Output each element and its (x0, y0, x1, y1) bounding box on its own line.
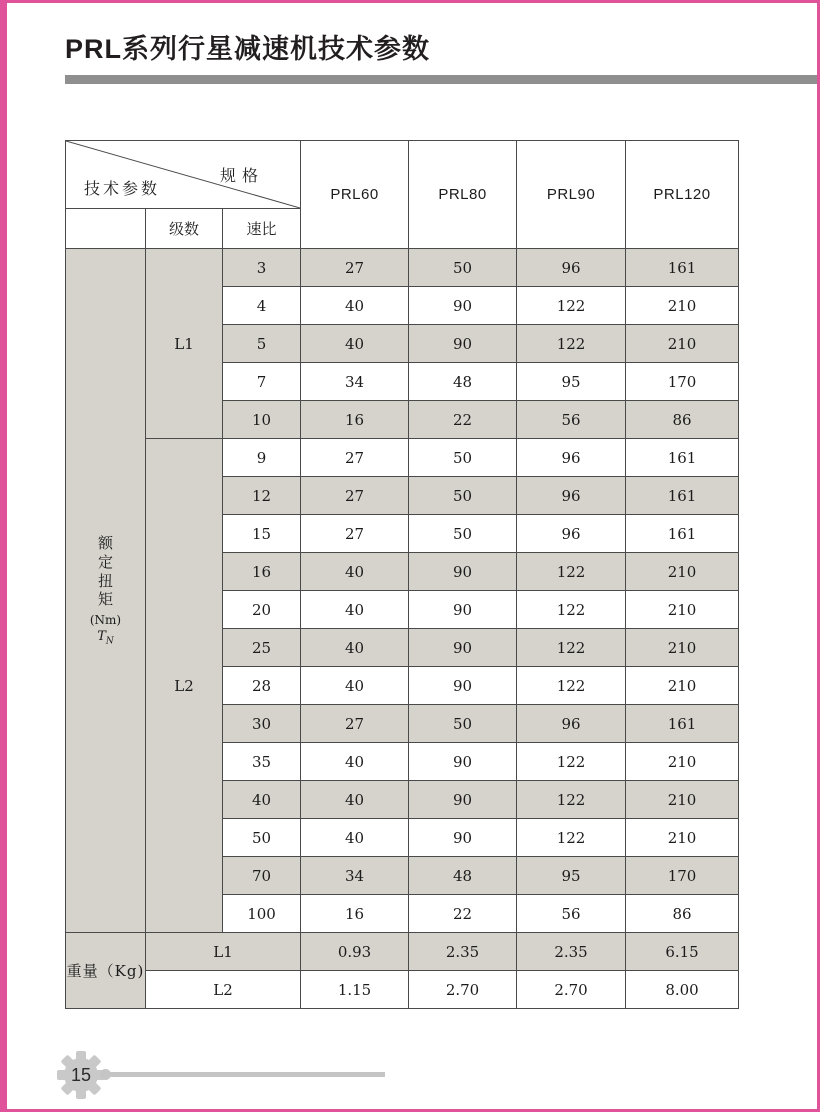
value-cell: 96 (517, 515, 626, 553)
value-cell: 50 (409, 515, 517, 553)
value-cell: 210 (626, 553, 739, 591)
diagonal-header-cell (66, 141, 301, 209)
stages-header: 级数 (146, 209, 223, 249)
value-cell: 16 (301, 895, 409, 933)
value-cell: 56 (517, 895, 626, 933)
ratio-cell: 10 (223, 401, 301, 439)
ratio-cell: 100 (223, 895, 301, 933)
torque-label: 额定扭矩 (97, 534, 113, 609)
value-cell: 40 (301, 667, 409, 705)
value-cell: 50 (409, 439, 517, 477)
value-cell: 90 (409, 819, 517, 857)
value-cell: 210 (626, 287, 739, 325)
ratio-cell: 9 (223, 439, 301, 477)
value-cell: 96 (517, 439, 626, 477)
value-cell: 2.70 (409, 971, 517, 1009)
value-cell: 210 (626, 325, 739, 363)
value-cell: 40 (301, 629, 409, 667)
value-cell: 34 (301, 363, 409, 401)
value-cell: 210 (626, 667, 739, 705)
column-header-prl120: PRL120 (626, 141, 739, 249)
value-cell: 50 (409, 705, 517, 743)
value-cell: 34 (301, 857, 409, 895)
value-cell: 40 (301, 325, 409, 363)
ratio-cell: 50 (223, 819, 301, 857)
value-cell: 210 (626, 819, 739, 857)
ratio-cell: 4 (223, 287, 301, 325)
table-row (66, 971, 739, 1009)
header-param-label: 技术参数 (84, 179, 161, 198)
value-cell: 90 (409, 667, 517, 705)
column-header-prl90: PRL90 (517, 141, 626, 249)
value-cell: 122 (517, 287, 626, 325)
value-cell: 40 (301, 743, 409, 781)
value-cell: 50 (409, 477, 517, 515)
stage-cell-l2: L2 (146, 439, 223, 933)
ratio-header: 速比 (223, 209, 301, 249)
value-cell: 170 (626, 363, 739, 401)
value-cell: 122 (517, 819, 626, 857)
ratio-cell: 20 (223, 591, 301, 629)
value-cell: 22 (409, 401, 517, 439)
value-cell: 96 (517, 705, 626, 743)
table-row (66, 249, 739, 287)
ratio-cell: 25 (223, 629, 301, 667)
table-row (66, 933, 739, 971)
value-cell: 40 (301, 287, 409, 325)
value-cell: 95 (517, 363, 626, 401)
header-spec-label: 规格 (220, 166, 265, 185)
footer-line (108, 1072, 385, 1077)
value-cell: 2.70 (517, 971, 626, 1009)
title-underline (65, 75, 817, 84)
value-cell: 210 (626, 781, 739, 819)
value-cell: 122 (517, 553, 626, 591)
value-cell: 122 (517, 781, 626, 819)
ratio-cell: 35 (223, 743, 301, 781)
stage-cell-l1: L1 (146, 249, 223, 439)
value-cell: 27 (301, 515, 409, 553)
value-cell: 40 (301, 819, 409, 857)
value-cell: 86 (626, 401, 739, 439)
ratio-cell: 30 (223, 705, 301, 743)
value-cell: 6.15 (626, 933, 739, 971)
value-cell: 210 (626, 629, 739, 667)
value-cell: 40 (301, 553, 409, 591)
value-cell: 50 (409, 249, 517, 287)
page-title: PRL系列行星减速机技术参数 (65, 34, 430, 64)
value-cell: 2.35 (517, 933, 626, 971)
page-number-badge (56, 1050, 106, 1100)
value-cell: 40 (301, 591, 409, 629)
value-cell: 8.00 (626, 971, 739, 1009)
value-cell: 48 (409, 363, 517, 401)
value-cell: 122 (517, 325, 626, 363)
value-cell: 1.15 (301, 971, 409, 1009)
ratio-cell: 28 (223, 667, 301, 705)
value-cell: 90 (409, 629, 517, 667)
column-header-prl80: PRL80 (409, 141, 517, 249)
ratio-cell: 7 (223, 363, 301, 401)
ratio-cell: 15 (223, 515, 301, 553)
value-cell: 48 (409, 857, 517, 895)
value-cell: 90 (409, 553, 517, 591)
value-cell: 95 (517, 857, 626, 895)
ratio-cell: 70 (223, 857, 301, 895)
weight-stage-l2: L2 (146, 971, 301, 1009)
value-cell: 86 (626, 895, 739, 933)
value-cell: 122 (517, 667, 626, 705)
value-cell: 22 (409, 895, 517, 933)
ratio-cell: 12 (223, 477, 301, 515)
blank-cell (66, 209, 146, 249)
weight-stage-l1: L1 (146, 933, 301, 971)
value-cell: 96 (517, 477, 626, 515)
column-header-prl60: PRL60 (301, 141, 409, 249)
value-cell: 56 (517, 401, 626, 439)
ratio-cell: 3 (223, 249, 301, 287)
ratio-cell: 5 (223, 325, 301, 363)
value-cell: 27 (301, 249, 409, 287)
value-cell: 96 (517, 249, 626, 287)
value-cell: 161 (626, 439, 739, 477)
value-cell: 90 (409, 743, 517, 781)
torque-unit: (Nm) (89, 613, 122, 628)
value-cell: 27 (301, 477, 409, 515)
value-cell: 90 (409, 287, 517, 325)
value-cell: 2.35 (409, 933, 517, 971)
value-cell: 27 (301, 705, 409, 743)
value-cell: 161 (626, 477, 739, 515)
value-cell: 90 (409, 325, 517, 363)
ratio-cell: 40 (223, 781, 301, 819)
value-cell: 122 (517, 591, 626, 629)
page-number: 15 (70, 1064, 92, 1085)
ratio-cell: 16 (223, 553, 301, 591)
value-cell: 27 (301, 439, 409, 477)
spec-table (65, 140, 739, 1009)
value-cell: 16 (301, 401, 409, 439)
value-cell: 161 (626, 705, 739, 743)
value-cell: 122 (517, 743, 626, 781)
value-cell: 90 (409, 591, 517, 629)
value-cell: 170 (626, 857, 739, 895)
value-cell: 122 (517, 629, 626, 667)
table-row (66, 439, 739, 477)
torque-symbol: $T_N$ (97, 629, 114, 647)
value-cell: 161 (626, 249, 739, 287)
torque-label-cell (66, 249, 146, 933)
value-cell: 0.93 (301, 933, 409, 971)
value-cell: 161 (626, 515, 739, 553)
value-cell: 210 (626, 591, 739, 629)
value-cell: 90 (409, 781, 517, 819)
weight-label-cell: 重量（Kg) (66, 933, 146, 1009)
value-cell: 210 (626, 743, 739, 781)
value-cell: 40 (301, 781, 409, 819)
